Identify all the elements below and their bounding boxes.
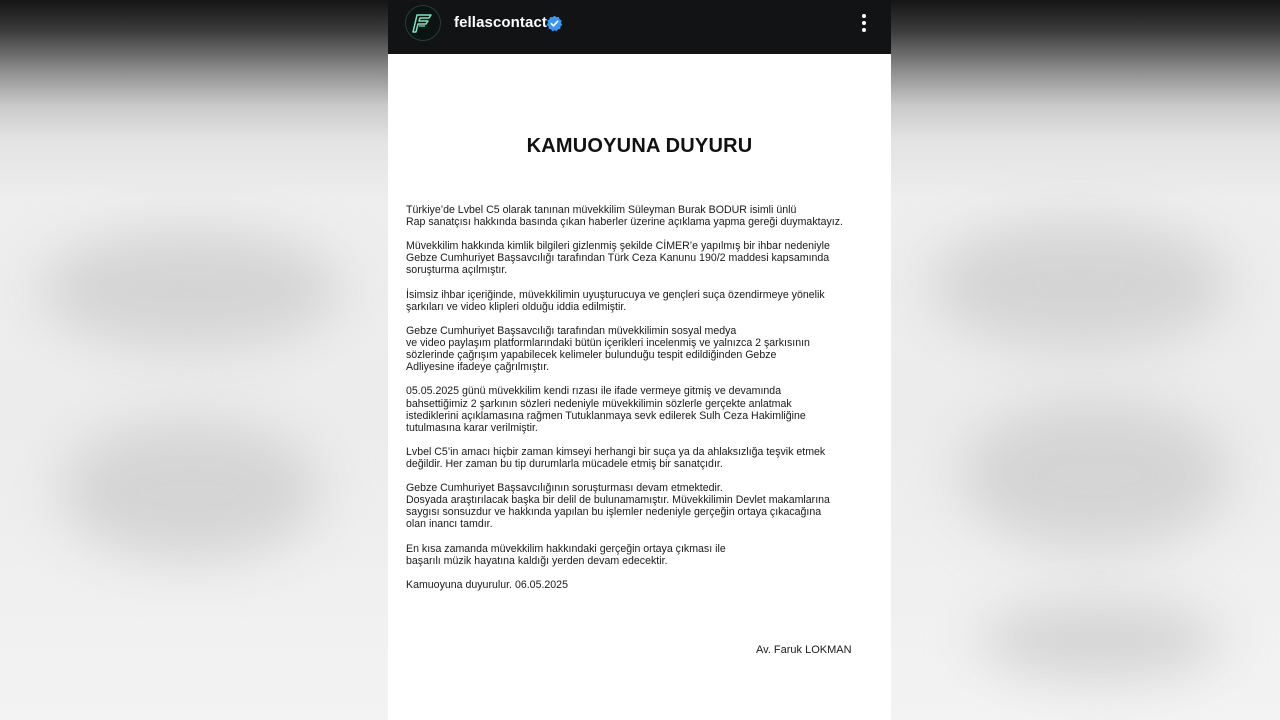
paragraph-line: Müvekkilim hakkında kimlik bilgileri gizlenmiş şekilde CİMER’e yapılmış bir ihbar nedeniyle [406, 240, 830, 253]
document-paragraph [406, 325, 878, 373]
document-paragraph [406, 579, 878, 591]
background-blob [40, 230, 340, 350]
paragraph-line: başarılı müzik hayatına kaldığı yerden devam edecektir. [406, 554, 668, 567]
paragraph-line: Kamuoyuna duyurulur. 06.05.2025 [406, 578, 568, 591]
verified-badge-icon [546, 15, 563, 32]
document-body [406, 204, 878, 603]
paragraph-line: şarkıları ve video klipleri olduğu iddia edilmiştir. [406, 300, 627, 313]
paragraph-line: istediklerini açıklamasına rağmen Tutuklanmaya sevk edilerek Sulh Ceza Hakimliğine [406, 409, 806, 422]
document-paragraph [406, 204, 878, 228]
document-paragraph [406, 543, 878, 567]
paragraph-line: 05.05.2025 günü müvekkilim kendi rızası ile ifade vermeye gitmiş ve devamında [406, 385, 782, 398]
document-paragraph [406, 385, 878, 433]
paragraph-line: bahsettiğimiz 2 şarkının sözleri nedeniyle müvekkilimin sözlerle gerçekte anlatmak [406, 397, 792, 410]
paragraph-line: olan inancı tamdır. [406, 518, 493, 531]
paragraph-line: sözlerinde çağrışım yapabilecek kelimeler bulunduğu tespit edildiğinden Gebze [406, 349, 777, 362]
paragraph-line: Adliyesine ifadeye çağrılmıştır. [406, 361, 550, 374]
fellas-logo-icon [406, 6, 440, 40]
paragraph-line: saygısı sonsuzdur ve hakkında yapılan bu işlemler nedeniyle gerçeğin ortaya çıkacağına [406, 506, 822, 519]
paragraph-line: ve video paylaşım platformlarındaki bütün içerikleri incelenmiş ve yalnızca 2 şarkısının [406, 337, 810, 350]
paragraph-line: değildir. Her zaman bu tip durumlarla mücadele etmiş bir sanatçıdır. [406, 457, 723, 470]
post-header [388, 0, 891, 54]
document-paragraph [406, 289, 878, 313]
paragraph-line: Türkiye’de Lvbel C5 olarak tanınan müvekkilim Süleyman Burak BODUR isimli ünlü [406, 204, 797, 216]
document-title: KAMUOYUNA DUYURU [526, 135, 753, 157]
paragraph-line: İsimsiz ihbar içeriğinde, müvekkilimin uyuşturucuya ve gençleri suça özendirmeye yönelik [406, 288, 825, 301]
document-paragraph [406, 482, 878, 530]
avatar[interactable] [405, 5, 441, 41]
post-card [388, 0, 891, 720]
announcement-document [388, 54, 891, 720]
paragraph-line: Gebze Cumhuriyet Başsavcılığının soruşturması devam etmektedir. [406, 482, 723, 495]
username[interactable]: fellascontact [454, 14, 547, 31]
background-blob [930, 220, 1230, 350]
paragraph-line: Gebze Cumhuriyet Başsavcılığı tarafından Türk Ceza Kanunu 190/2 maddesi kapsamında [406, 252, 830, 265]
paragraph-line: Gebze Cumhuriyet Başsavcılığı tarafından müvekkilimin sosyal medya [406, 324, 737, 337]
background-blob [960, 400, 1230, 550]
background-blob [60, 420, 320, 560]
signature: Av. Faruk LOKMAN [756, 644, 852, 656]
paragraph-line: Lvbel C5’in amacı hiçbir zaman kimseyi herhangi bir suça ya da ahlaksızlığa teşvik etmek [406, 445, 826, 458]
paragraph-line: soruşturma açılmıştır. [406, 264, 508, 277]
document-paragraph [406, 446, 878, 470]
document-paragraph [406, 240, 878, 276]
paragraph-line: En kısa zamanda müvekkilim hakkındaki gerçeğin ortaya çıkması ile [406, 542, 726, 555]
more-vertical-icon[interactable] [856, 11, 872, 35]
paragraph-line: Dosyada araştırılacak başka bir delil de bulunamamıştır. Müvekkilimin Devlet makamlarına [406, 494, 830, 507]
paragraph-line: Rap sanatçısı hakkında basında çıkan haberler üzerine açıklama yapma gereği duymaktayız. [406, 216, 843, 229]
background-blob [980, 600, 1220, 680]
paragraph-line: tutulmasına karar verilmiştir. [406, 421, 538, 434]
